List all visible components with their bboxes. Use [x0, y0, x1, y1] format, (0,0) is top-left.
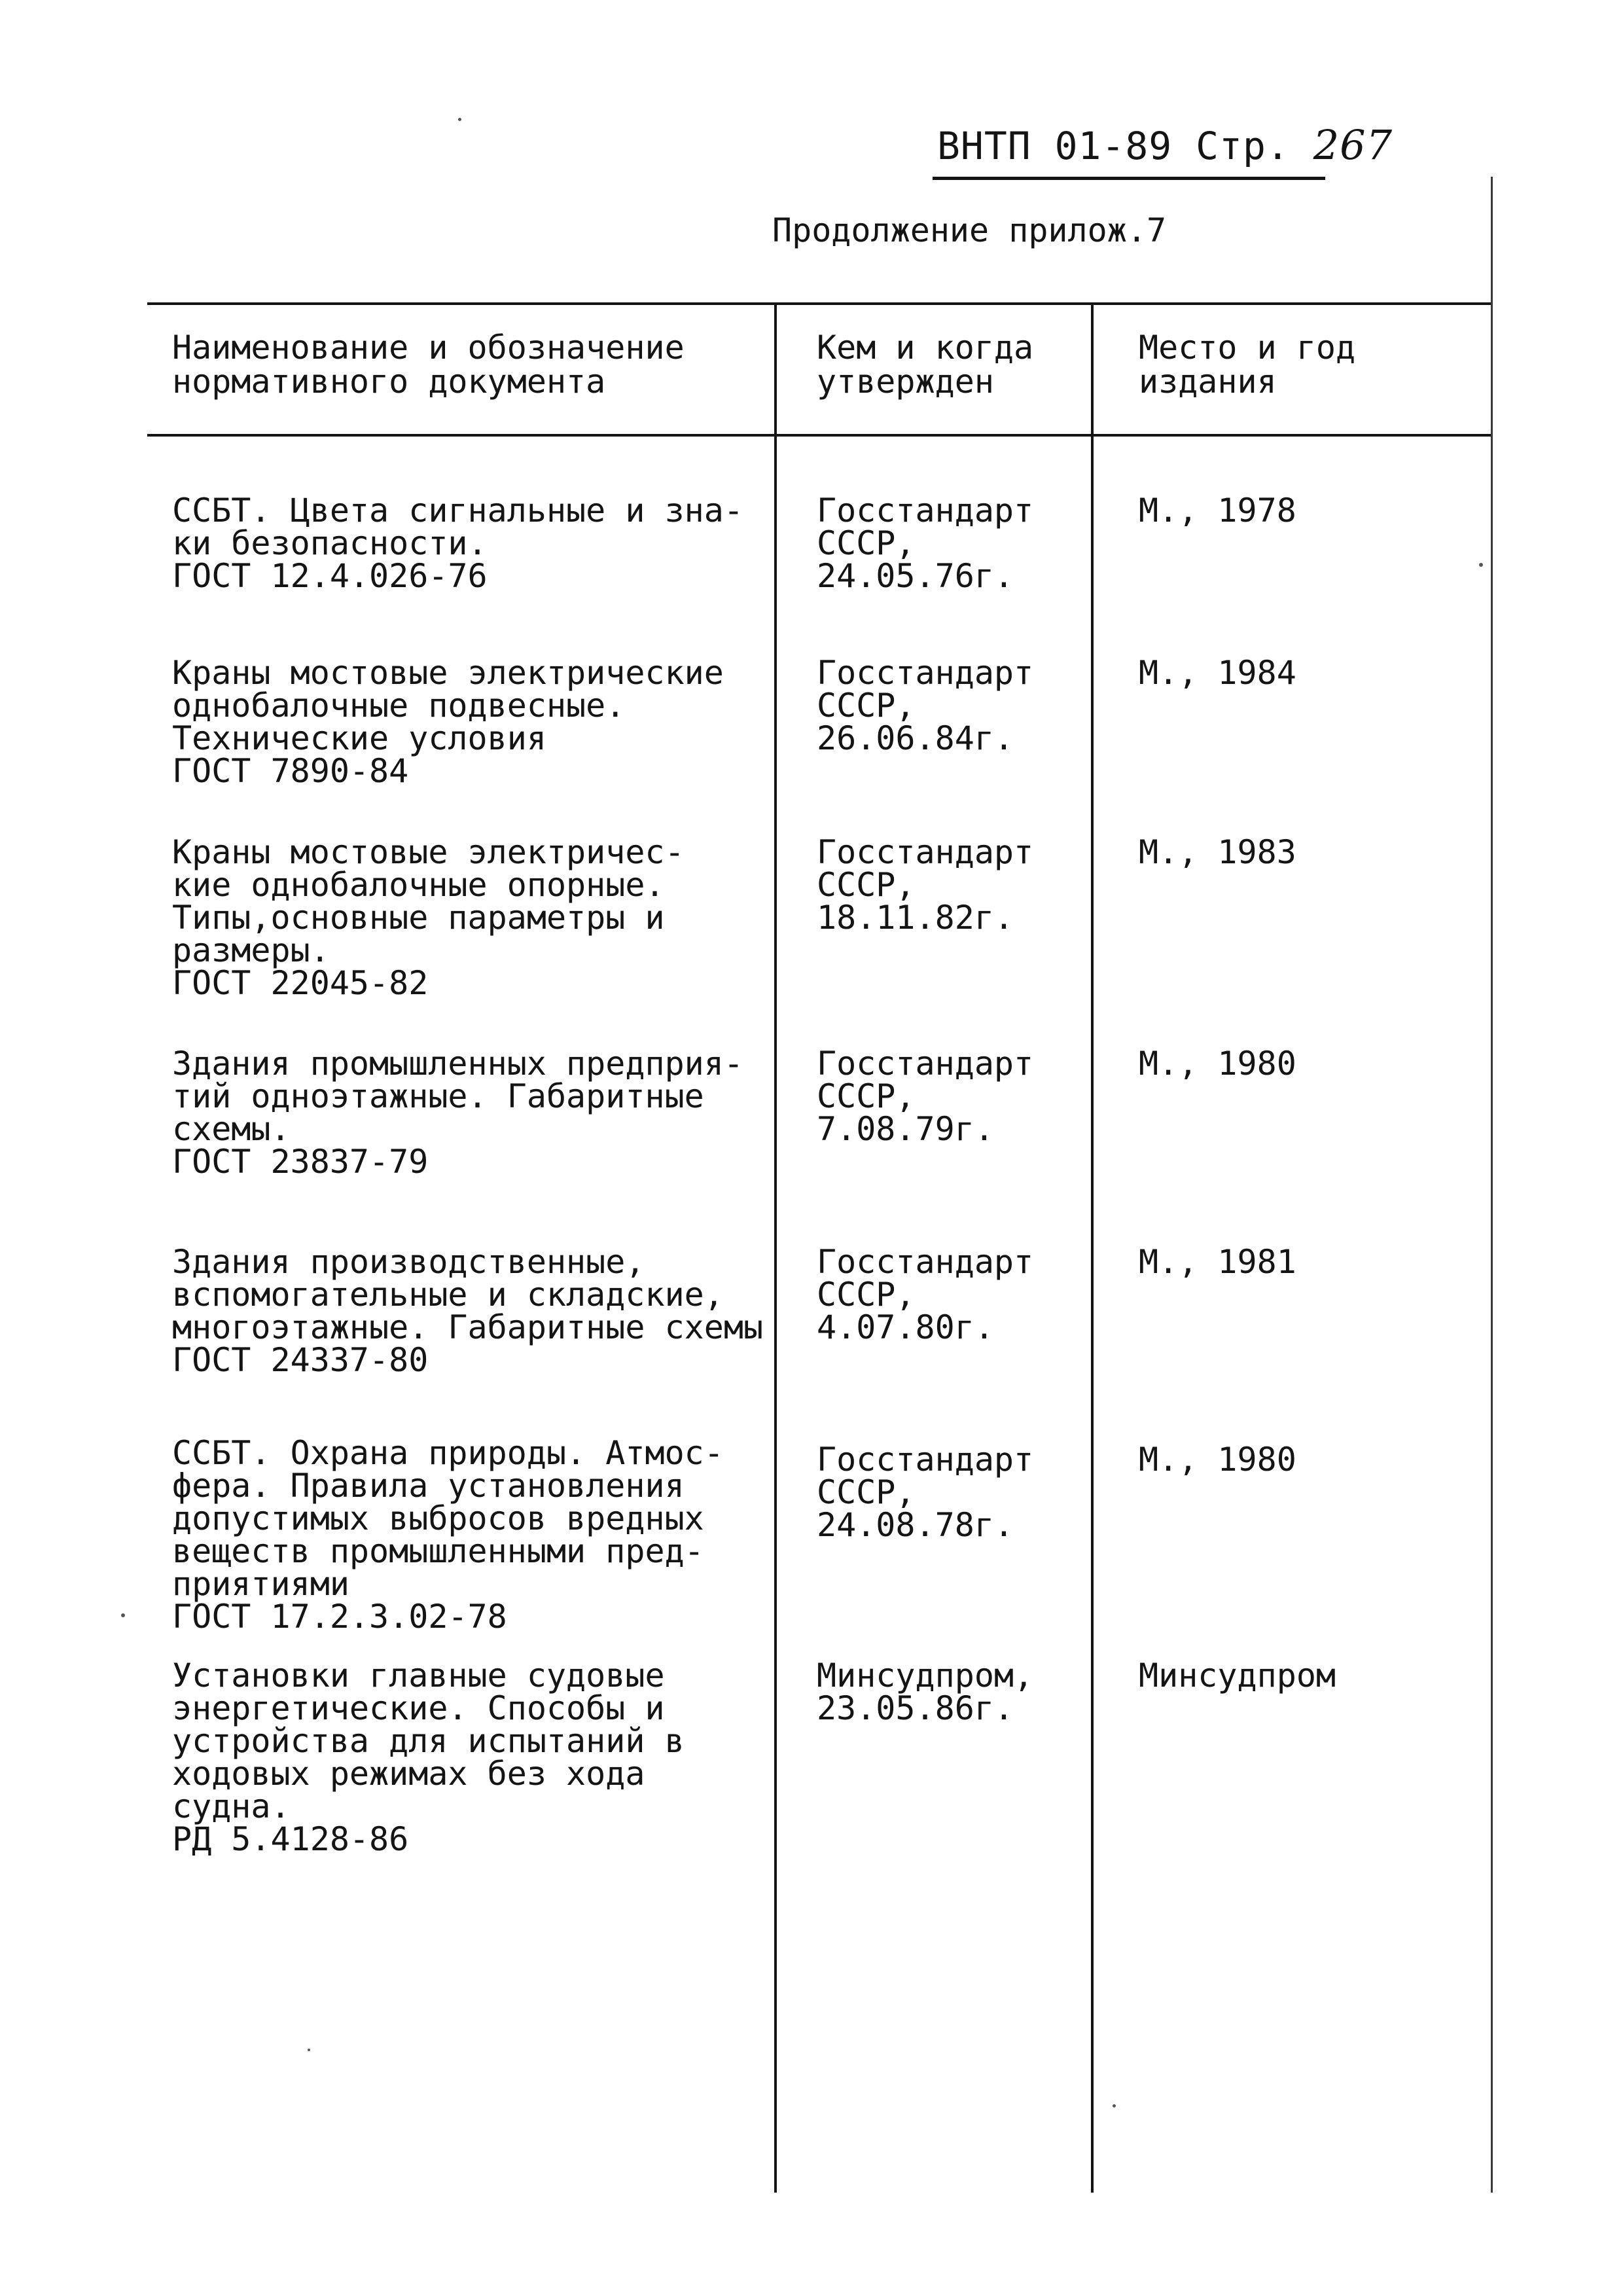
- publication-place-year: Минсудпром: [1139, 1657, 1336, 1695]
- column-header-place: Место и год издания: [1139, 329, 1356, 401]
- scan-speck: [458, 118, 461, 121]
- publication-place-year: М., 1984: [1139, 654, 1296, 692]
- approved-by: Госстандарт СССР, 7.08.79г.: [817, 1045, 1034, 1148]
- column-divider-1: [774, 302, 777, 2193]
- approved-by: Госстандарт СССР, 24.05.76г.: [817, 492, 1034, 595]
- document-code-text: ВНТП 01-89 Стр.: [937, 124, 1290, 168]
- scan-speck: [308, 2049, 310, 2051]
- page-number: 267: [1313, 121, 1393, 169]
- approved-by: Госстандарт СССР, 4.07.80г.: [817, 1243, 1034, 1346]
- document-name: Установки главные судовые энергетические. Способы и устройства для испытаний в ходовых режимах без хода судна. РД 5.4128-86: [172, 1657, 685, 1858]
- document-name: ССБТ. Цвета сигнальные и зна- ки безопасности. ГОСТ 12.4.026-76: [172, 492, 743, 595]
- scan-speck: [1113, 2104, 1116, 2108]
- approved-by: Минсудпром, 23.05.86г.: [817, 1657, 1034, 1727]
- table-header-rule: [147, 434, 1492, 437]
- column-divider-2: [1091, 302, 1094, 2193]
- approved-by: Госстандарт СССР, 24.08.78г.: [817, 1441, 1034, 1544]
- scan-speck: [121, 1613, 125, 1617]
- publication-place-year: М., 1981: [1139, 1243, 1296, 1281]
- table-top-rule: [147, 302, 1492, 305]
- approved-by: Госстандарт СССР, 26.06.84г.: [817, 654, 1034, 757]
- publication-place-year: М., 1980: [1139, 1441, 1296, 1479]
- column-header-approved: Кем и когда утвержден: [817, 329, 1034, 401]
- publication-place-year: М., 1983: [1139, 833, 1296, 871]
- column-header-name: Наименование и обозначение нормативного документа: [172, 329, 685, 401]
- approved-by: Госстандарт СССР, 18.11.82г.: [817, 833, 1034, 937]
- appendix-continuation: Продолжение прилож.7: [772, 211, 1167, 249]
- document-code: [937, 121, 1393, 169]
- document-name: Здания промышленных предприя- тий одноэтажные. Габаритные схемы. ГОСТ 23837-79: [172, 1045, 743, 1181]
- scan-speck: [1479, 563, 1483, 567]
- publication-place-year: М., 1980: [1139, 1045, 1296, 1083]
- document-code-underline: [933, 177, 1325, 180]
- document-name: Краны мостовые электричес- кие однобалочные опорные. Типы,основные параметры и размеры. ГОСТ 22045-82: [172, 833, 685, 1002]
- document-name: Здания производственные, вспомогательные и складские, многоэтажные. Габаритные схемы ГОСТ 24337-80: [172, 1243, 764, 1379]
- publication-place-year: М., 1978: [1139, 492, 1296, 529]
- document-name: Краны мостовые электрические однобалочные подвесные. Технические условия ГОСТ 7890-84: [172, 654, 724, 790]
- document-name: ССБТ. Охрана природы. Атмос- фера. Правила установления допустимых выбросов вредных веществ промышленными пред- приятиями ГОСТ 17.2.3.02-78: [172, 1434, 724, 1636]
- page-edge-rule: [1491, 177, 1493, 2193]
